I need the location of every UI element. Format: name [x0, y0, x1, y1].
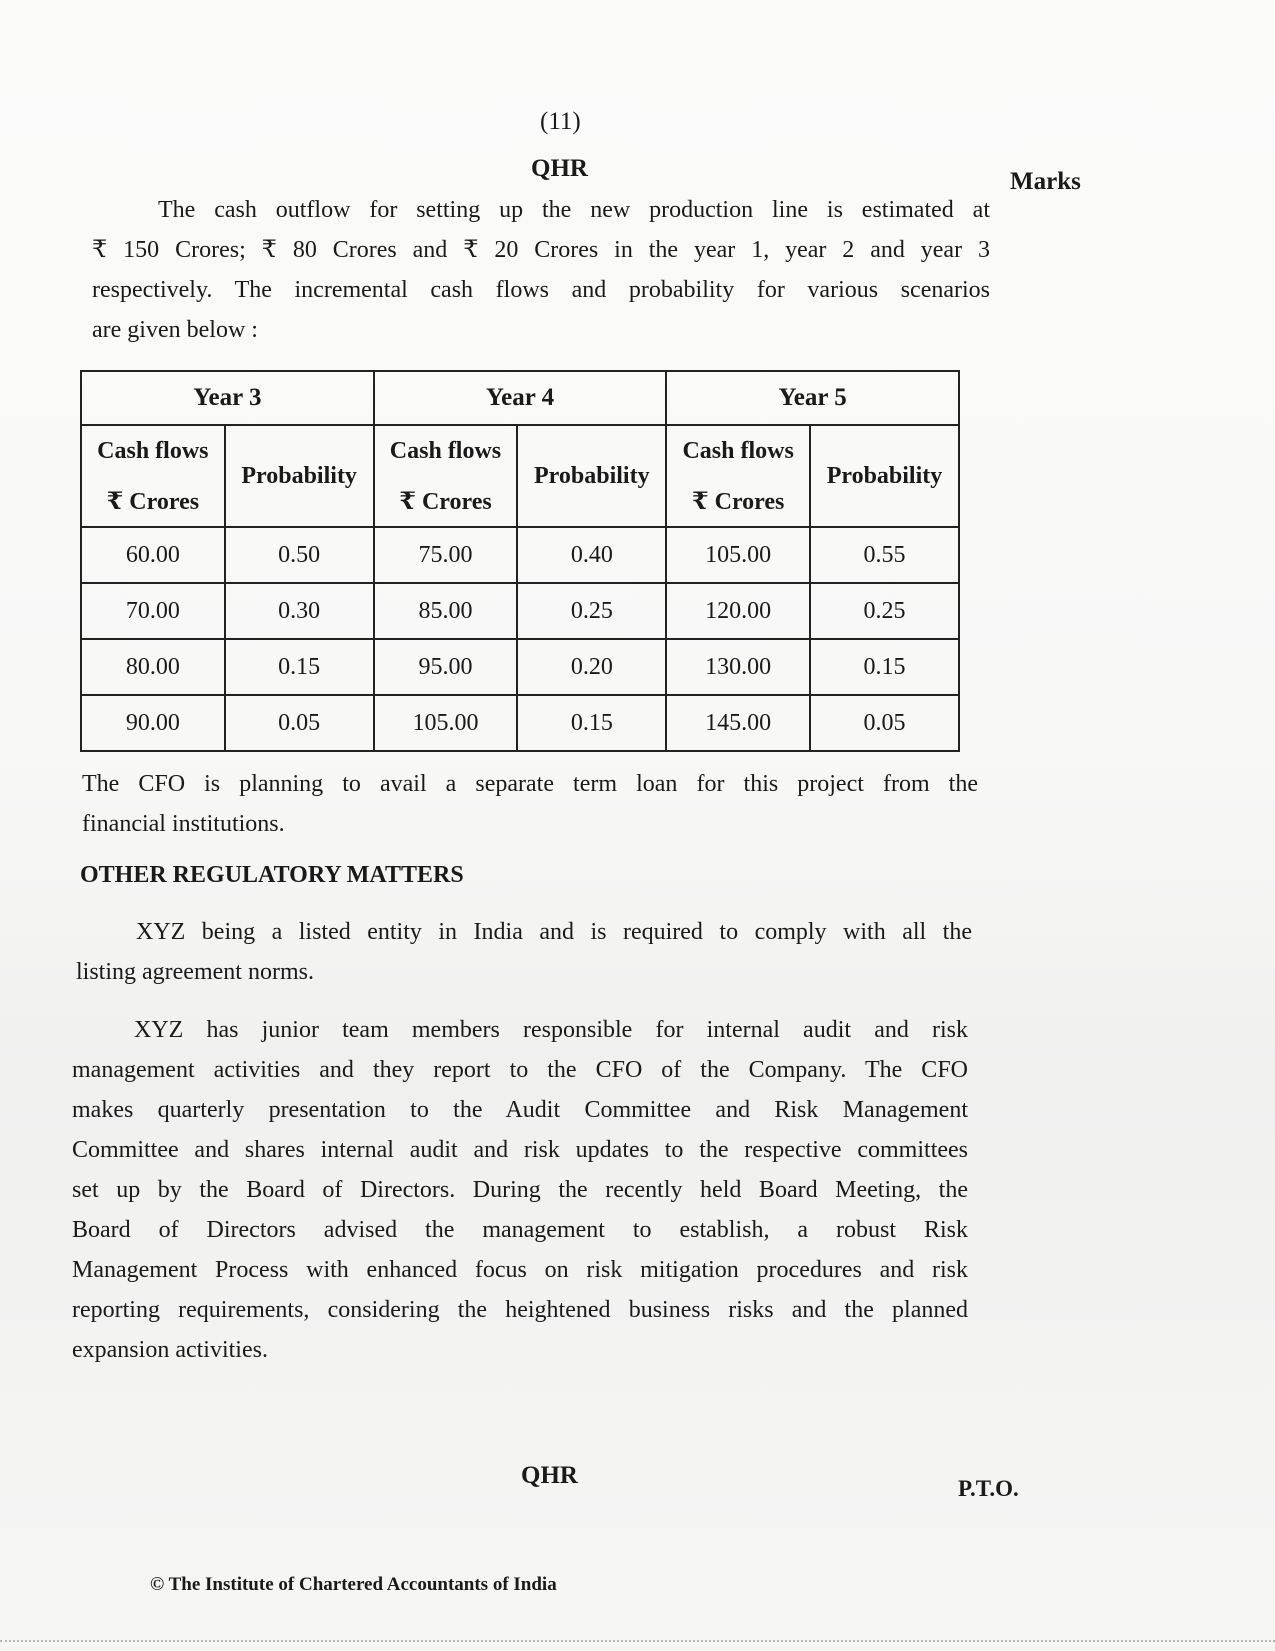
intro-line: are given below : [92, 317, 258, 343]
paper-code-header: QHR [531, 155, 588, 182]
paragraph-line: Management Process with enhanced focus on risk mitigation procedures and risk [72, 1257, 968, 1283]
paragraph-line: set up by the Board of Directors. During the recently held Board Meeting, the [72, 1177, 968, 1203]
cfo-note-paragraph [82, 764, 978, 844]
table-cell: 0.15 [810, 639, 959, 695]
paragraph-line: Committee and shares internal audit and risk updates to the respective committees [72, 1137, 968, 1163]
probability-column-header: Probability [225, 425, 374, 527]
copyright-notice: © The Institute of Chartered Accountants of India [150, 1574, 557, 1595]
paragraph-line: makes quarterly presentation to the Audit Committee and Risk Management [72, 1097, 968, 1123]
table-cell: 105.00 [374, 695, 518, 751]
cash-flows-column-header: Cash flows [666, 425, 810, 476]
intro-line: The cash outflow for setting up the new production line is estimated at [158, 197, 990, 223]
table-cell: 60.00 [81, 527, 225, 583]
table-row [81, 639, 959, 695]
year-header: Year 3 [81, 371, 374, 425]
unit-label: ₹ Crores [666, 476, 810, 527]
cfo-note-line: The CFO is planning to avail a separate term loan for this project from the [82, 771, 978, 797]
unit-label: ₹ Crores [374, 476, 518, 527]
paragraph-line: Board of Directors advised the management to establish, a robust Risk [72, 1217, 968, 1243]
probability-column-header: Probability [810, 425, 959, 527]
paragraph-line: expansion activities. [72, 1337, 268, 1363]
table-cell: 130.00 [666, 639, 810, 695]
table-cell: 0.55 [810, 527, 959, 583]
cash-flows-column-header: Cash flows [81, 425, 225, 476]
table-cell: 85.00 [374, 583, 518, 639]
intro-paragraph [92, 190, 990, 350]
table-cell: 95.00 [374, 639, 518, 695]
risk-management-paragraph [72, 1010, 968, 1370]
table-cell: 145.00 [666, 695, 810, 751]
table-cell: 0.15 [517, 695, 666, 751]
intro-line: ₹ 150 Crores; ₹ 80 Crores and ₹ 20 Crores in the year 1, year 2 and year 3 [92, 237, 990, 263]
table-year-header-row [81, 371, 959, 425]
intro-line: respectively. The incremental cash flows and probability for various scenarios [92, 277, 990, 303]
cash-flows-column-header: Cash flows [374, 425, 518, 476]
table-cell: 0.25 [517, 583, 666, 639]
table-cell: 0.50 [225, 527, 374, 583]
page-bottom-edge [0, 1640, 1275, 1642]
table-cell: 105.00 [666, 527, 810, 583]
table-cell: 70.00 [81, 583, 225, 639]
table-cell: 75.00 [374, 527, 518, 583]
table-cell: 0.40 [517, 527, 666, 583]
table-cell: 90.00 [81, 695, 225, 751]
paragraph-line: listing agreement norms. [76, 959, 314, 985]
table-cell: 0.20 [517, 639, 666, 695]
probability-column-header: Probability [517, 425, 666, 527]
table-cell: 80.00 [81, 639, 225, 695]
table-row [81, 695, 959, 751]
table-cell: 0.05 [225, 695, 374, 751]
cashflow-probability-table [80, 370, 960, 752]
marks-column-label: Marks [1010, 168, 1081, 195]
page-number: (11) [540, 108, 581, 135]
paragraph-line: XYZ being a listed entity in India and is required to comply with all the [136, 919, 972, 945]
table-cell: 0.25 [810, 583, 959, 639]
unit-label: ₹ Crores [81, 476, 225, 527]
paper-code-footer: QHR [521, 1462, 578, 1489]
please-turn-over-label: P.T.O. [958, 1476, 1019, 1501]
table-cell: 0.15 [225, 639, 374, 695]
cfo-note-line: financial institutions. [82, 811, 285, 837]
year-header: Year 4 [374, 371, 667, 425]
paragraph-line: management activities and they report to the CFO of the Company. The CFO [72, 1057, 968, 1083]
table-cell: 0.30 [225, 583, 374, 639]
table-row [81, 583, 959, 639]
table-column-header-row [81, 425, 959, 476]
table-row [81, 527, 959, 583]
table-cell: 120.00 [666, 583, 810, 639]
listing-paragraph [76, 912, 972, 992]
section-heading: OTHER REGULATORY MATTERS [80, 862, 464, 888]
paragraph-line: reporting requirements, considering the heightened business risks and the planned [72, 1297, 968, 1323]
table-cell: 0.05 [810, 695, 959, 751]
paragraph-line: XYZ has junior team members responsible for internal audit and risk [134, 1017, 968, 1043]
year-header: Year 5 [666, 371, 959, 425]
